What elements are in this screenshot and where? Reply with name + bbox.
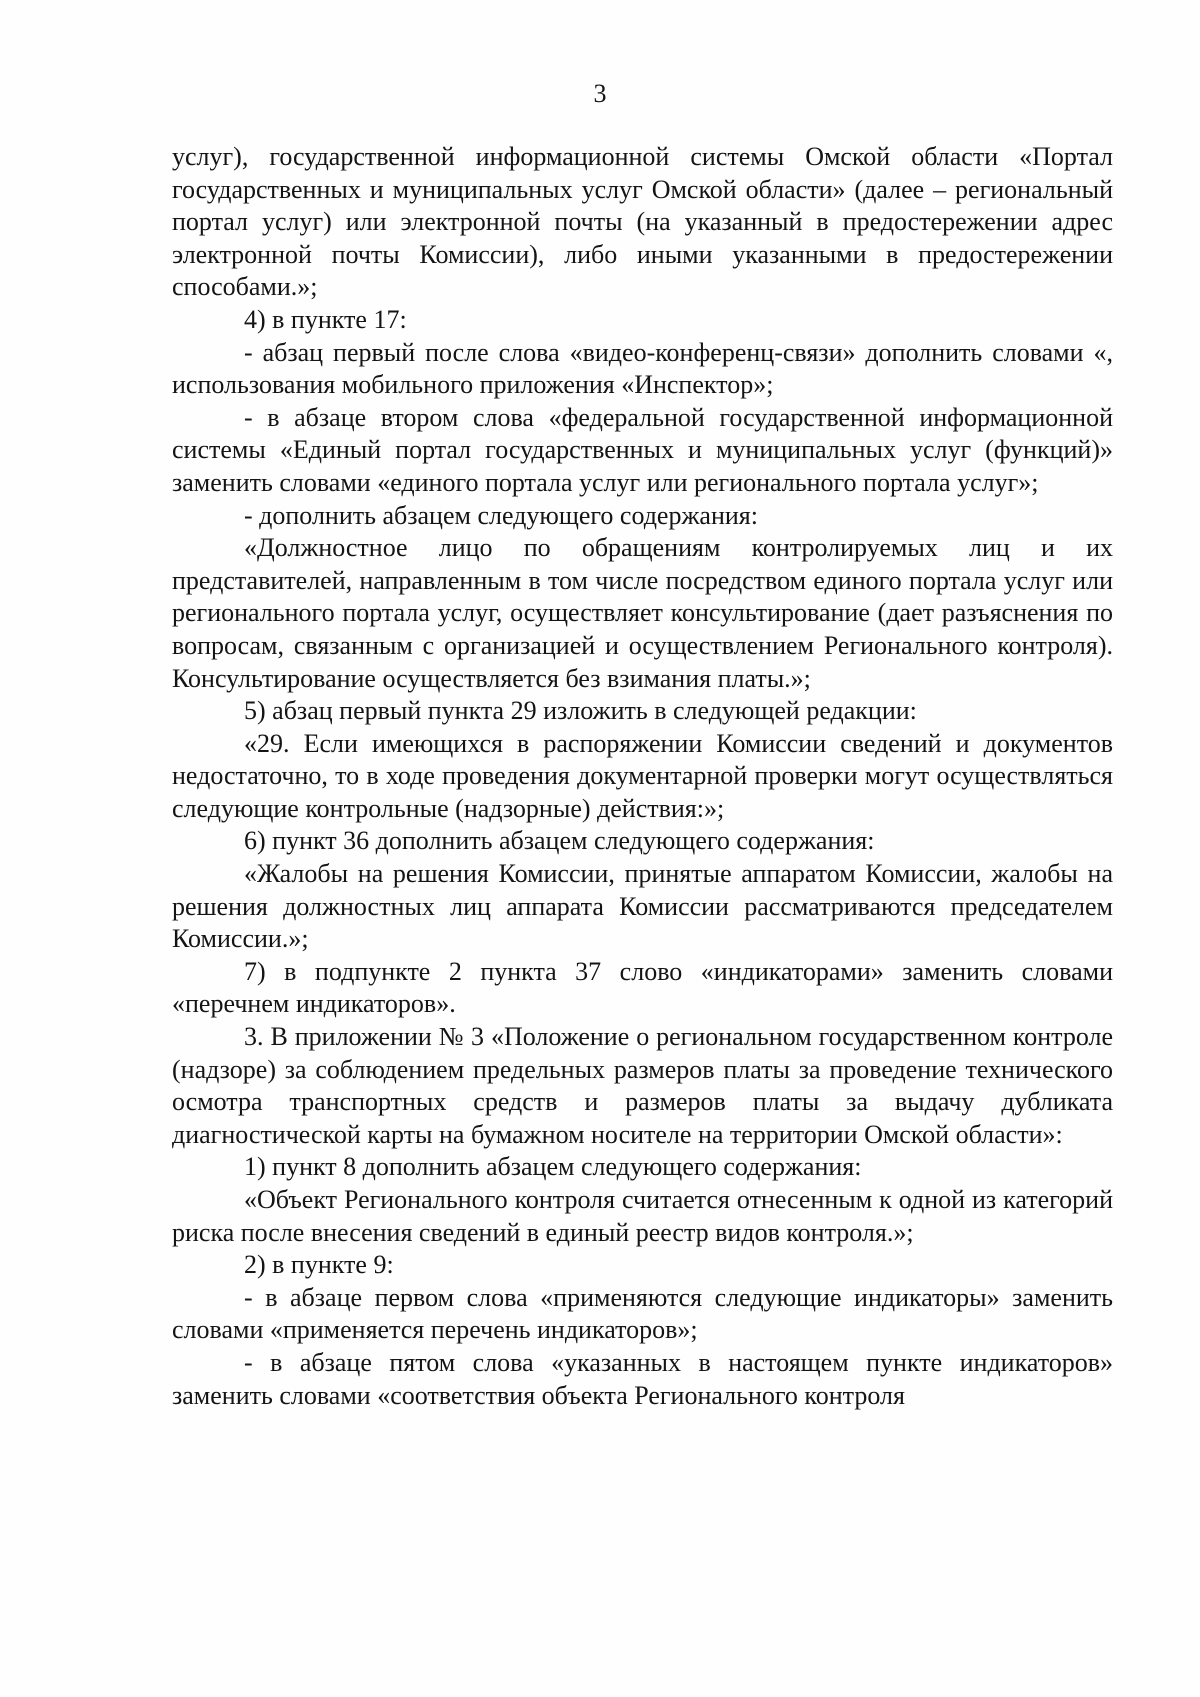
paragraph-item-7: 7) в подпункте 2 пункта 37 слово «индикаторами» заменить словами «перечнем индикаторов». xyxy=(172,956,1113,1019)
paragraph-item-4-second-abzac: - в абзаце втором слова «федеральной государственной информационной системы «Единый портал государственных и муниципальных услуг (функций)» заменить словами «единого портала услуг или регионального портала услуг»; xyxy=(172,402,1113,497)
paragraph-item-29-quote: «29. Если имеющихся в распоряжении Комиссии сведений и документов недостаточно, то в ходе проведения документарной проверки могут осуществляться следующие контрольные (надзорные) действия:»; xyxy=(172,728,1113,823)
page-number: 3 xyxy=(593,79,607,108)
paragraph-item-6: 6) пункт 36 дополнить абзацем следующего содержания: xyxy=(244,826,875,856)
paragraph-subitem-2-fifth-abzac: - в абзаце пятом слова «указанных в настоящем пункте индикаторов» заменить словами «соответствия объекта Регионального контроля xyxy=(172,1347,1113,1410)
paragraph-complaints-quote: «Жалобы на решения Комиссии, принятые аппаратом Комиссии, жалобы на решения должностных лиц аппарата Комиссии рассматриваются председателем Комиссии.»; xyxy=(172,859,1113,954)
paragraph-item-5: 5) абзац первый пункта 29 изложить в следующей редакции: xyxy=(244,696,917,726)
paragraph-subitem-1: 1) пункт 8 дополнить абзацем следующего содержания: xyxy=(244,1152,862,1182)
document-body xyxy=(172,141,1113,1412)
paragraph-item-4: 4) в пункте 17: xyxy=(244,304,407,334)
paragraph-section-3: 3. В приложении № 3 «Положение о региональном государственном контроле (надзоре) за соблюдением предельных размеров платы за проведение технического осмотра транспортных средств и размеров платы за выдачу дубликата диагностической карты на бумажном носителе на территории Омской области»: xyxy=(172,1022,1113,1149)
paragraph-portal-continuation: услуг), государственной информационной системы Омской области «Портал государственных и муниципальных услуг Омской области» (далее – региональный портал услуг) или электронной почты (на указанный в предостережении адрес электронной почты Комиссии), либо иными указанными в предостережении способами.»; xyxy=(172,142,1113,302)
paragraph-subitem-2: 2) в пункте 9: xyxy=(244,1250,394,1280)
paragraph-consulting-quote: «Должностное лицо по обращениям контролируемых лиц и их представителей, направленным в том числе посредством единого портала услуг или регионального портала услуг, осуществляет консультирование (дает разъяснения по вопросам, связанным с организацией и осуществлением Регионального контроля). Консультирование осуществляется без взимания платы.»; xyxy=(172,533,1113,693)
paragraph-item-4-first-abzac: - абзац первый после слова «видео-конференц-связи» дополнить словами «, использования мобильного приложения «Инспектор»; xyxy=(172,337,1113,400)
paragraph-item-4-add-abzac: - дополнить абзацем следующего содержания: xyxy=(244,500,758,530)
paragraph-subitem-2-first-abzac: - в абзаце первом слова «применяются следующие индикаторы» заменить словами «применяется перечень индикаторов»; xyxy=(172,1282,1113,1345)
paragraph-risk-category-quote: «Объект Регионального контроля считается отнесенным к одной из категорий риска после внесения сведений в единый реестр видов контроля.»; xyxy=(172,1185,1113,1247)
